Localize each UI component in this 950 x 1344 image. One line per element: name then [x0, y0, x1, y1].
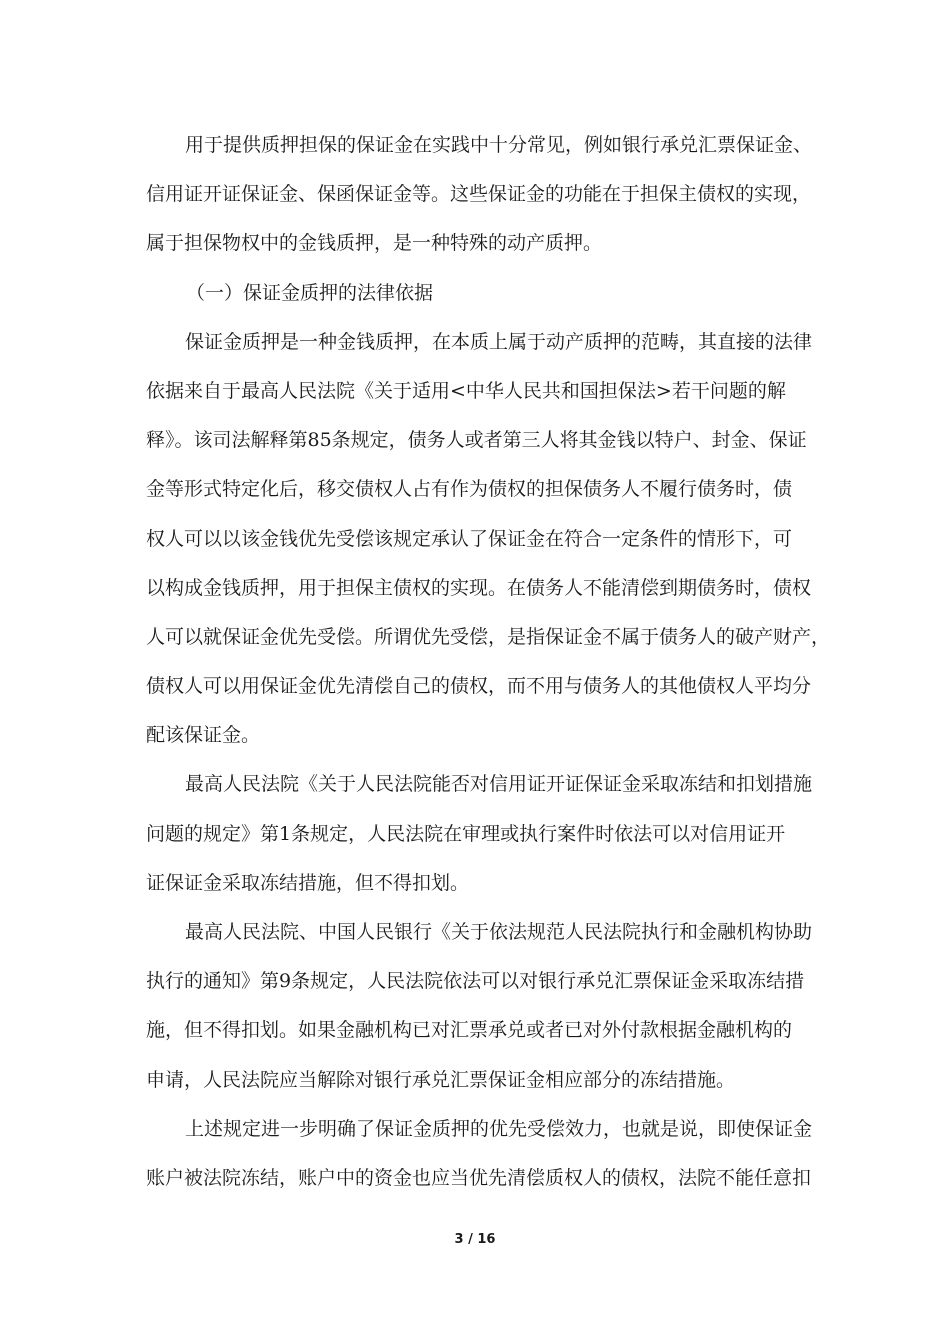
paragraph-line: 释》。该司法解释第85条规定，债务人或者第三人将其金钱以特户、封金、保证 [146, 429, 807, 452]
paragraph-line: 执行的通知》第9条规定，人民法院依法可以对银行承兑汇票保证金采取冻结措 [146, 970, 805, 993]
paragraph-line: 申请，人民法院应当解除对银行承兑汇票保证金相应部分的冻结措施。 [146, 1068, 736, 1091]
section-heading: （一）保证金质押的法律依据 [186, 281, 434, 304]
page-number: 3 / 16 [454, 1232, 496, 1247]
paragraph-line: 用于提供质押担保的保证金在实践中十分常见，例如银行承兑汇票保证金、 [185, 134, 813, 156]
paragraph-line: 权人可以以该金钱优先受偿该规定承认了保证金在符合一定条件的情形下，可 [146, 527, 793, 550]
paragraph-line: 属于担保物权中的金钱质押，是一种特殊的动产质押。 [146, 232, 603, 255]
paragraph-line: 债权人可以用保证金优先清偿自己的债权，而不用与债务人的其他债权人平均分 [146, 675, 812, 698]
paragraph-line: 信用证开证保证金、保函保证金等。这些保证金的功能在于担保主债权的实现， [146, 183, 812, 206]
paragraph-line: 金等形式特定化后，移交债权人占有作为债权的担保债务人不履行债务时，债 [146, 478, 793, 501]
paragraph-line: 证保证金采取冻结措施，但不得扣划。 [146, 871, 470, 894]
paragraph-line: 最高人民法院、中国人民银行《关于依法规范人民法院执行和金融机构协助 [185, 921, 813, 943]
paragraph-line: 最高人民法院《关于人民法院能否对信用证开证保证金采取冻结和扣划措施 [185, 773, 813, 796]
paragraph-line: 配该保证金。 [146, 724, 261, 747]
paragraph-line: 上述规定进一步明确了保证金质押的优先受偿效力，也就是说，即使保证金 [185, 1117, 813, 1140]
paragraph-line: 施，但不得扣划。如果金融机构已对汇票承兑或者已对外付款根据金融机构的 [146, 1019, 793, 1042]
paragraph-line: 人可以就保证金优先受偿。所谓优先受偿，是指保证金不属于债务人的破产财产， [146, 625, 831, 648]
paragraph-line: 问题的规定》第1条规定，人民法院在审理或执行案件时依法可以对信用证开 [146, 822, 786, 845]
paragraph-line: 账户被法院冻结，账户中的资金也应当优先清偿质权人的债权，法院不能任意扣 [146, 1166, 812, 1189]
document-body [146, 121, 836, 1203]
paragraph-line: 依据来自于最高人民法院《关于适用<中华人民共和国担保法>若干问题的解 [146, 379, 786, 402]
paragraph-line: 以构成金钱质押，用于担保主债权的实现。在债务人不能清偿到期债务时，债权 [146, 576, 812, 599]
paragraph-line: 保证金质押是一种金钱质押，在本质上属于动产质押的范畴，其直接的法律 [185, 330, 813, 353]
